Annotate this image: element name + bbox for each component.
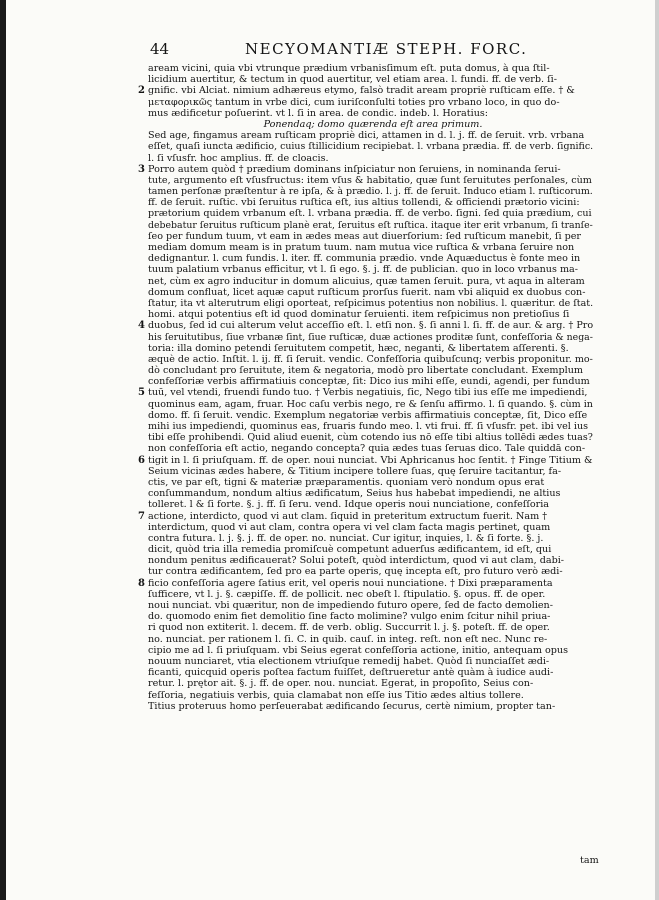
text-line (148, 74, 598, 85)
line-text: dedignantur. l. cum fundis. l. iter. ff. communia prædio. vnde Aquæductus è fonte meo in (148, 253, 581, 265)
text-line (148, 242, 598, 253)
text-line (148, 678, 598, 689)
page-header (0, 40, 659, 62)
text-line (148, 332, 598, 343)
text-line (148, 690, 598, 701)
line-text: Porro autem quòd † prædium dominans inſpiciatur non ſeruiens, in nominanda ſerui- (148, 163, 561, 175)
line-text: quominus eam, agam, fruar. Hoc caſu verbis nego, re & ſenſu affirmo. l. ſi quando. §. cùm in (148, 398, 593, 410)
line-text: tibi eſſe prohibendi. Quid aliud euenit, cùm cotendo ius nō eſſe tibi altius tollēdi ædes tuas? (148, 432, 593, 444)
line-text: cipio me ad l. ſi priuſquam. vbi Seius egerat confeſſoria actione, initio, antequam opus (148, 644, 569, 656)
line-text: ſtatur, ita vt alterutrum eligi oporteat, reſpicimus potentius non nobilius. l. quæritur. de ſtat. (148, 297, 594, 309)
running-title: NECYOMANTIÆ STEPH. FORC. (245, 40, 528, 58)
margin-note-number: 6 (138, 454, 145, 466)
margin-note-number: 8 (138, 577, 145, 589)
line-text: mus ædificetur poſuerint. vt l. ſi in area. de condic. indeb. l. Horatius: (148, 107, 489, 119)
text-line (148, 544, 598, 555)
line-text: tute, argumento eſt vſusfructus: item vſus & habitatio, quæ ſunt ſeruitutes perſonales, cùm (148, 174, 592, 186)
text-line (148, 421, 598, 432)
text-line (148, 220, 598, 231)
text-line (148, 701, 598, 712)
text-line (148, 197, 598, 208)
line-text: his ſeruitutibus, ſiue vrbanæ ſint, ſiue ruſticæ, duæ actiones proditæ ſunt, confeſſoria & nega- (148, 331, 593, 343)
line-text: Sed age, fingamus aream ruſticam propriè dici, attamen in d. l. j. ff. de ſeruit. vrb. vrbana (148, 130, 585, 142)
text-line (138, 577, 598, 589)
text-line (148, 667, 598, 678)
line-text: conſummandum, nondum altius ædificatum, Seius hus habebat impediendi, ne altius (148, 488, 561, 500)
text-line (148, 365, 598, 376)
line-text: homi. atqui potentius eſt id quod dominatur ſeruienti. item reſpicimus non pretioſius ſi (148, 309, 570, 321)
line-text: gnific. vbi Alciat. nimium adhæreus etymo, falsò tradit aream propriè ruſticam eſſe. † & (148, 85, 575, 97)
line-text: tuum palatium vrbanus efficitur, vt l. ſi ego. §. j. ff. de publician. quo in loco vrbanus ma- (148, 264, 578, 276)
line-text: noui nunciat. vbi quæritur, non de impediendo futuro opere, ſed de facto demolien- (148, 600, 553, 611)
line-text: l. ſi vſusfr. hoc amplius. ff. de cloacis. (148, 152, 329, 164)
text-line (148, 499, 598, 510)
line-text: net, cùm ex agro inducitur in domum alicuius, quæ tamen ſeruit. pura, vt aqua in alteram (148, 275, 585, 287)
text-line (148, 376, 598, 387)
text-line (148, 354, 598, 365)
line-text: tuū, vel vtendi, fruendi fundo tuo. † Verbis negatiuis, ſic, Nego tibi ius eſſe me impediendi, (148, 387, 588, 399)
line-text: æquè de actio. Inſtit. l. ij. ff. ſi ſeruit. vendic. Confeſſoria quibuſcunq; verbis proponitur. mo- (148, 353, 593, 365)
line-text: contra futura. l. j. §. j. ff. de oper. no. nunciat. Cur igitur, inquies, l. & ſi forte. §. j. (148, 532, 544, 544)
text-line (148, 634, 598, 645)
text-line (148, 622, 598, 633)
line-text: prætorium quidem vrbanum eſt. l. vrbana prædia. ff. de verbo. ſigni. ſed quia prædium, cui (148, 208, 592, 220)
text-line (148, 130, 598, 141)
text-line (148, 533, 598, 544)
line-text: toria: illa domino petendi ſeruitutem competit, hæc, neganti, & libertatem aſſerenti. §. (148, 342, 569, 354)
line-text: ctis, ve par eſt, tigni & materiæ præparamentis. quoniam verò nondum opus erat (148, 476, 545, 488)
text-line (138, 85, 598, 97)
line-text: tur contra ædificantem, ſed pro ea parte operis, quę incepta eſt, pro futuro verò ædi- (148, 566, 563, 578)
line-text: Seium vicinas ædes habere, & Titium incipere tollere ſuas, quę ſeruire tacitantur, fa- (148, 465, 562, 477)
text-line (148, 287, 598, 298)
line-text: nouum nunciaret, vtia electionem vtriuſque remedij habet. Quòd ſi nunciaſſet ædi- (148, 655, 550, 667)
text-line (148, 600, 598, 611)
text-line (148, 141, 598, 152)
text-line (148, 466, 598, 477)
line-text: aream vicini, quia vbi vtrunque prædium vrbanisſimum eſt. puta domus, à qua ſtil- (148, 63, 550, 74)
scan-edge-right (655, 0, 659, 900)
line-text: dò concludant pro ſeruitute, item & negatoria, modò pro libertate concludant. Exemplum (148, 365, 584, 377)
text-line (138, 510, 598, 522)
line-text: nondum penitus ædificauerat? Solui poteſt, quòd interdictum, quod vi aut clam, dabi- (148, 555, 565, 567)
text-line (148, 399, 598, 410)
line-text: tamen perſonæ præſtentur à re ipſa, & à prædio. l. j. ff. de ſeruit. Induco etiam l. ruſticorum. (148, 186, 593, 198)
text-line (148, 410, 598, 421)
text-line (148, 231, 598, 242)
text-line (138, 163, 598, 175)
line-text: confeſſoriæ verbis affirmatiuis conceptæ, ſit: Dico ius mihi eſſe, eundi, agendi, per fundum (148, 376, 590, 388)
text-line (138, 387, 598, 399)
line-text: non confeſſoria eſt actio, negando concepta? quia ædes tuas ſeruas dico. Tale quiddā con- (148, 443, 586, 455)
line-text: interdictum, quod vi aut clam, contra opera vi vel clam facta magis pertinet, quam (148, 521, 551, 533)
line-text: duobus, ſed id cui alterum velut acceſſio eſt. l. etſi non. §. ſi anni l. ſi. ff. de aur. & arg. † Pro (148, 320, 594, 332)
line-text: eſſet, quaſi iuncta ædificio, cuius ſtillicidium recipiebat. l. vrbana prædia. ff. de verb. ſignific. (148, 141, 594, 153)
scan-edge-shadow (0, 0, 6, 900)
margin-note-number: 5 (138, 387, 145, 399)
text-line (148, 253, 598, 264)
margin-note-number: 3 (138, 163, 145, 175)
line-text: feſſoria, negatiuis verbis, quia clamabat non eſſe ius Titio ædes altius tollere. (148, 689, 524, 701)
line-text: do. quomodo enim fiet demolitio ſine facto molimine? vulgo enim ſcitur nihil priua- (148, 611, 551, 623)
text-line (148, 522, 598, 533)
text-line (148, 276, 598, 287)
text-line (148, 611, 598, 622)
text-line (148, 656, 598, 667)
text-line (148, 175, 598, 186)
text-line (148, 186, 598, 197)
line-text: mihi ius impediendi, quominus eas, fruaris fundo meo. l. vti frui. ff. ſi vſusfr. pet. ibi vel ius (148, 421, 589, 432)
body-text (138, 63, 598, 712)
text-line (148, 477, 598, 488)
text-line (148, 63, 598, 74)
text-line (148, 343, 598, 354)
margin-note-number: 7 (138, 510, 145, 522)
text-line (148, 97, 598, 108)
line-text: mediam domum meam is in pratum tuum. nam mutua vice ruſtica & vrbana ſeruire non (148, 242, 575, 253)
text-line (148, 555, 598, 566)
page-number: 44 (150, 40, 170, 58)
line-text: Titius proteruus homo perſeuerabat ædificando ſecurus, certè nimium, propter tan- (148, 700, 556, 712)
text-line (148, 298, 598, 309)
margin-note-number: 2 (138, 85, 145, 97)
text-line (148, 208, 598, 219)
margin-note-number: 4 (138, 320, 145, 332)
line-text: dicit, quòd tria illa remedia promiſcuè competunt aduerſus ædificantem, id eſt, qui (148, 544, 552, 556)
line-text: tolleret. l & ſi forte. §. j. ff. ſi ſeru. vend. Idque operis noui nunciatione, confeſſoria (148, 499, 550, 511)
line-text: licidium auertitur, & tectum in quod auertitur, vel etiam area. l. fundi. ff. de verb. ſi- (148, 74, 557, 86)
text-line (148, 309, 598, 320)
text-line (148, 488, 598, 499)
line-text: Ponendaq; domo quærenda eſt area primum. (263, 118, 483, 130)
text-line (148, 566, 598, 577)
text-line (148, 443, 598, 454)
line-text: ſufficere, vt l. j. §. cæpiſſe. ff. de pollicit. nec obeſt l. ſtipulatio. §. opus. ff. de oper. (148, 588, 546, 600)
text-line (148, 589, 598, 600)
text-line (148, 645, 598, 656)
catchword: tam (580, 855, 599, 866)
text-line (148, 119, 598, 130)
text-line (148, 432, 598, 443)
text-line (138, 320, 598, 332)
line-text: tigit in l. ſi priuſquam. ff. de oper. noui nunciat. Vbi Aphricanus hoc ſentit. † Finge Titium & (148, 454, 593, 466)
text-line (138, 454, 598, 466)
line-text: domo. ff. ſi ſeruit. vendic. Exemplum negatoriæ verbis affirmatiuis conceptæ, ſit, Dico eſſe (148, 409, 588, 421)
line-text: domum confluat, licet aquæ caput ruſticum prorſus fuerit. nam vbi aliquid ex duobus con- (148, 286, 586, 298)
text-line (148, 264, 598, 275)
line-text: no. nunciat. per rationem l. ſi. C. in quib. cauſ. in integ. reſt. non eſt nec. Nunc re- (148, 633, 548, 645)
line-text: ff. de ſeruit. ruſtic. vbi ſeruitus ruſtica eſt, ius altius tollendi, & officiendi prætorio vicini: (148, 197, 580, 209)
text-line (148, 108, 598, 119)
text-line (148, 153, 598, 164)
line-text: ficanti, quicquid operis poſtea factum fuiſſet, deſtrueretur antè quàm à iudice audi- (148, 667, 554, 679)
line-text: retur. l. prętor ait. §. j. ff. de oper. nou. nunciat. Egerat, in propoſito, Seius con- (148, 678, 534, 690)
line-text: ſeo per fundum tuum, vt eam in ædes meas aut diuerſorium: ſed ruſticum manebit, ſi per (148, 230, 581, 242)
line-text: actione, interdicto, quod vi aut clam. ſiquid in preteritum extructum fuerit. Nam † (148, 510, 548, 522)
line-text: debebatur ſeruitus ruſticum planè erat, ſeruitus eſt ruſtica. itaque iter erit vrbanum, ſi tranſe- (148, 219, 593, 231)
line-text: ficio confeſſoria agere ſatius erit, vel operis noui nunciatione. † Dixi præparamenta (148, 577, 553, 589)
line-text: μεταφορικῶς tantum in vrbe dici, cum iuriſconſulti toties pro vrbano loco, in quo do- (148, 96, 560, 108)
line-text: ri quod non extiterit. l. decem. ff. de verb. oblig. Succurrit l. j. §. poteſt. ff. de oper. (148, 622, 550, 634)
